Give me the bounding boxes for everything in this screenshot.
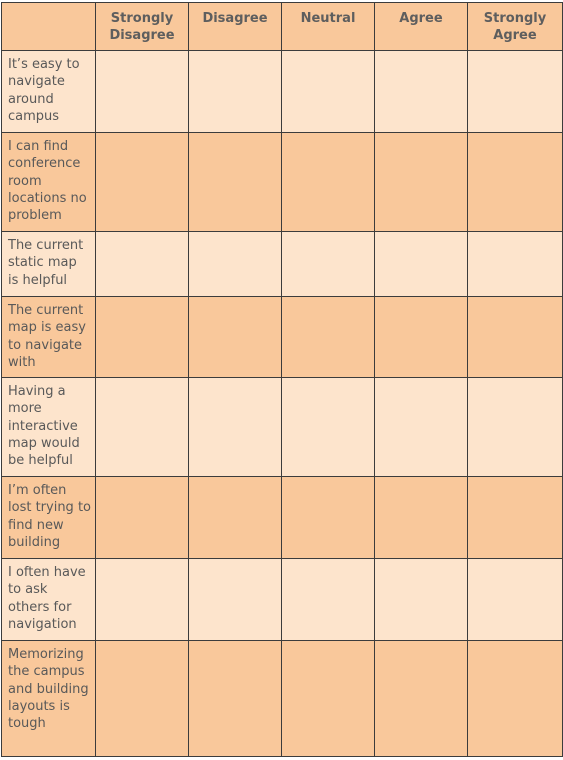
rating-cell-neutral[interactable] <box>282 378 375 477</box>
rating-cell-disagree[interactable] <box>189 559 282 641</box>
rating-cell-strongly-disagree[interactable] <box>96 641 189 757</box>
rating-cell-agree[interactable] <box>375 297 468 378</box>
rating-cell-neutral[interactable] <box>282 297 375 378</box>
rating-cell-disagree[interactable] <box>189 378 282 477</box>
rating-cell-strongly-agree[interactable] <box>468 133 563 232</box>
statement-cell: Memorizing the campus and building layouts is tough <box>2 641 96 757</box>
statement-cell: The current map is easy to navigate with <box>2 297 96 378</box>
table-row <box>2 559 563 641</box>
rating-cell-strongly-agree[interactable] <box>468 51 563 133</box>
table-row <box>2 297 563 378</box>
rating-cell-disagree[interactable] <box>189 51 282 133</box>
table-row <box>2 378 563 477</box>
rating-cell-strongly-agree[interactable] <box>468 641 563 757</box>
table-row <box>2 232 563 297</box>
statement-cell: The current static map is helpful <box>2 232 96 297</box>
rating-cell-strongly-agree[interactable] <box>468 559 563 641</box>
rating-cell-strongly-disagree[interactable] <box>96 297 189 378</box>
rating-cell-strongly-disagree[interactable] <box>96 378 189 477</box>
rating-cell-disagree[interactable] <box>189 477 282 559</box>
statement-cell: It’s easy to navigate around campus <box>2 51 96 133</box>
rating-cell-agree[interactable] <box>375 133 468 232</box>
column-header-disagree: Disagree <box>189 3 282 51</box>
rating-cell-neutral[interactable] <box>282 51 375 133</box>
column-header-neutral: Neutral <box>282 3 375 51</box>
rating-cell-agree[interactable] <box>375 51 468 133</box>
rating-cell-agree[interactable] <box>375 477 468 559</box>
statement-cell: I’m often lost trying to find new building <box>2 477 96 559</box>
rating-cell-strongly-agree[interactable] <box>468 378 563 477</box>
rating-cell-agree[interactable] <box>375 559 468 641</box>
rating-cell-strongly-disagree[interactable] <box>96 133 189 232</box>
rating-cell-strongly-disagree[interactable] <box>96 559 189 641</box>
rating-cell-disagree[interactable] <box>189 641 282 757</box>
rating-cell-neutral[interactable] <box>282 232 375 297</box>
rating-cell-disagree[interactable] <box>189 297 282 378</box>
rating-cell-neutral[interactable] <box>282 641 375 757</box>
statement-cell: Having a more interactive map would be helpful <box>2 378 96 477</box>
rating-cell-strongly-disagree[interactable] <box>96 51 189 133</box>
rating-cell-neutral[interactable] <box>282 559 375 641</box>
rating-cell-strongly-agree[interactable] <box>468 232 563 297</box>
survey-table <box>1 2 563 757</box>
rating-cell-neutral[interactable] <box>282 477 375 559</box>
table-row <box>2 51 563 133</box>
rating-cell-disagree[interactable] <box>189 232 282 297</box>
rating-cell-agree[interactable] <box>375 378 468 477</box>
rating-cell-agree[interactable] <box>375 232 468 297</box>
table-row <box>2 641 563 757</box>
column-header-agree: Agree <box>375 3 468 51</box>
column-header-strongly-agree: Strongly Agree <box>468 3 563 51</box>
rating-cell-disagree[interactable] <box>189 133 282 232</box>
header-row <box>2 3 563 51</box>
statement-cell: I often have to ask others for navigation <box>2 559 96 641</box>
rating-cell-strongly-disagree[interactable] <box>96 477 189 559</box>
rating-cell-strongly-agree[interactable] <box>468 297 563 378</box>
rating-cell-strongly-disagree[interactable] <box>96 232 189 297</box>
rating-cell-strongly-agree[interactable] <box>468 477 563 559</box>
corner-cell <box>2 3 96 51</box>
rating-cell-neutral[interactable] <box>282 133 375 232</box>
table-row <box>2 477 563 559</box>
table-row <box>2 133 563 232</box>
column-header-strongly-disagree: Strongly Disagree <box>96 3 189 51</box>
statement-cell: I can find conference room locations no problem <box>2 133 96 232</box>
rating-cell-agree[interactable] <box>375 641 468 757</box>
